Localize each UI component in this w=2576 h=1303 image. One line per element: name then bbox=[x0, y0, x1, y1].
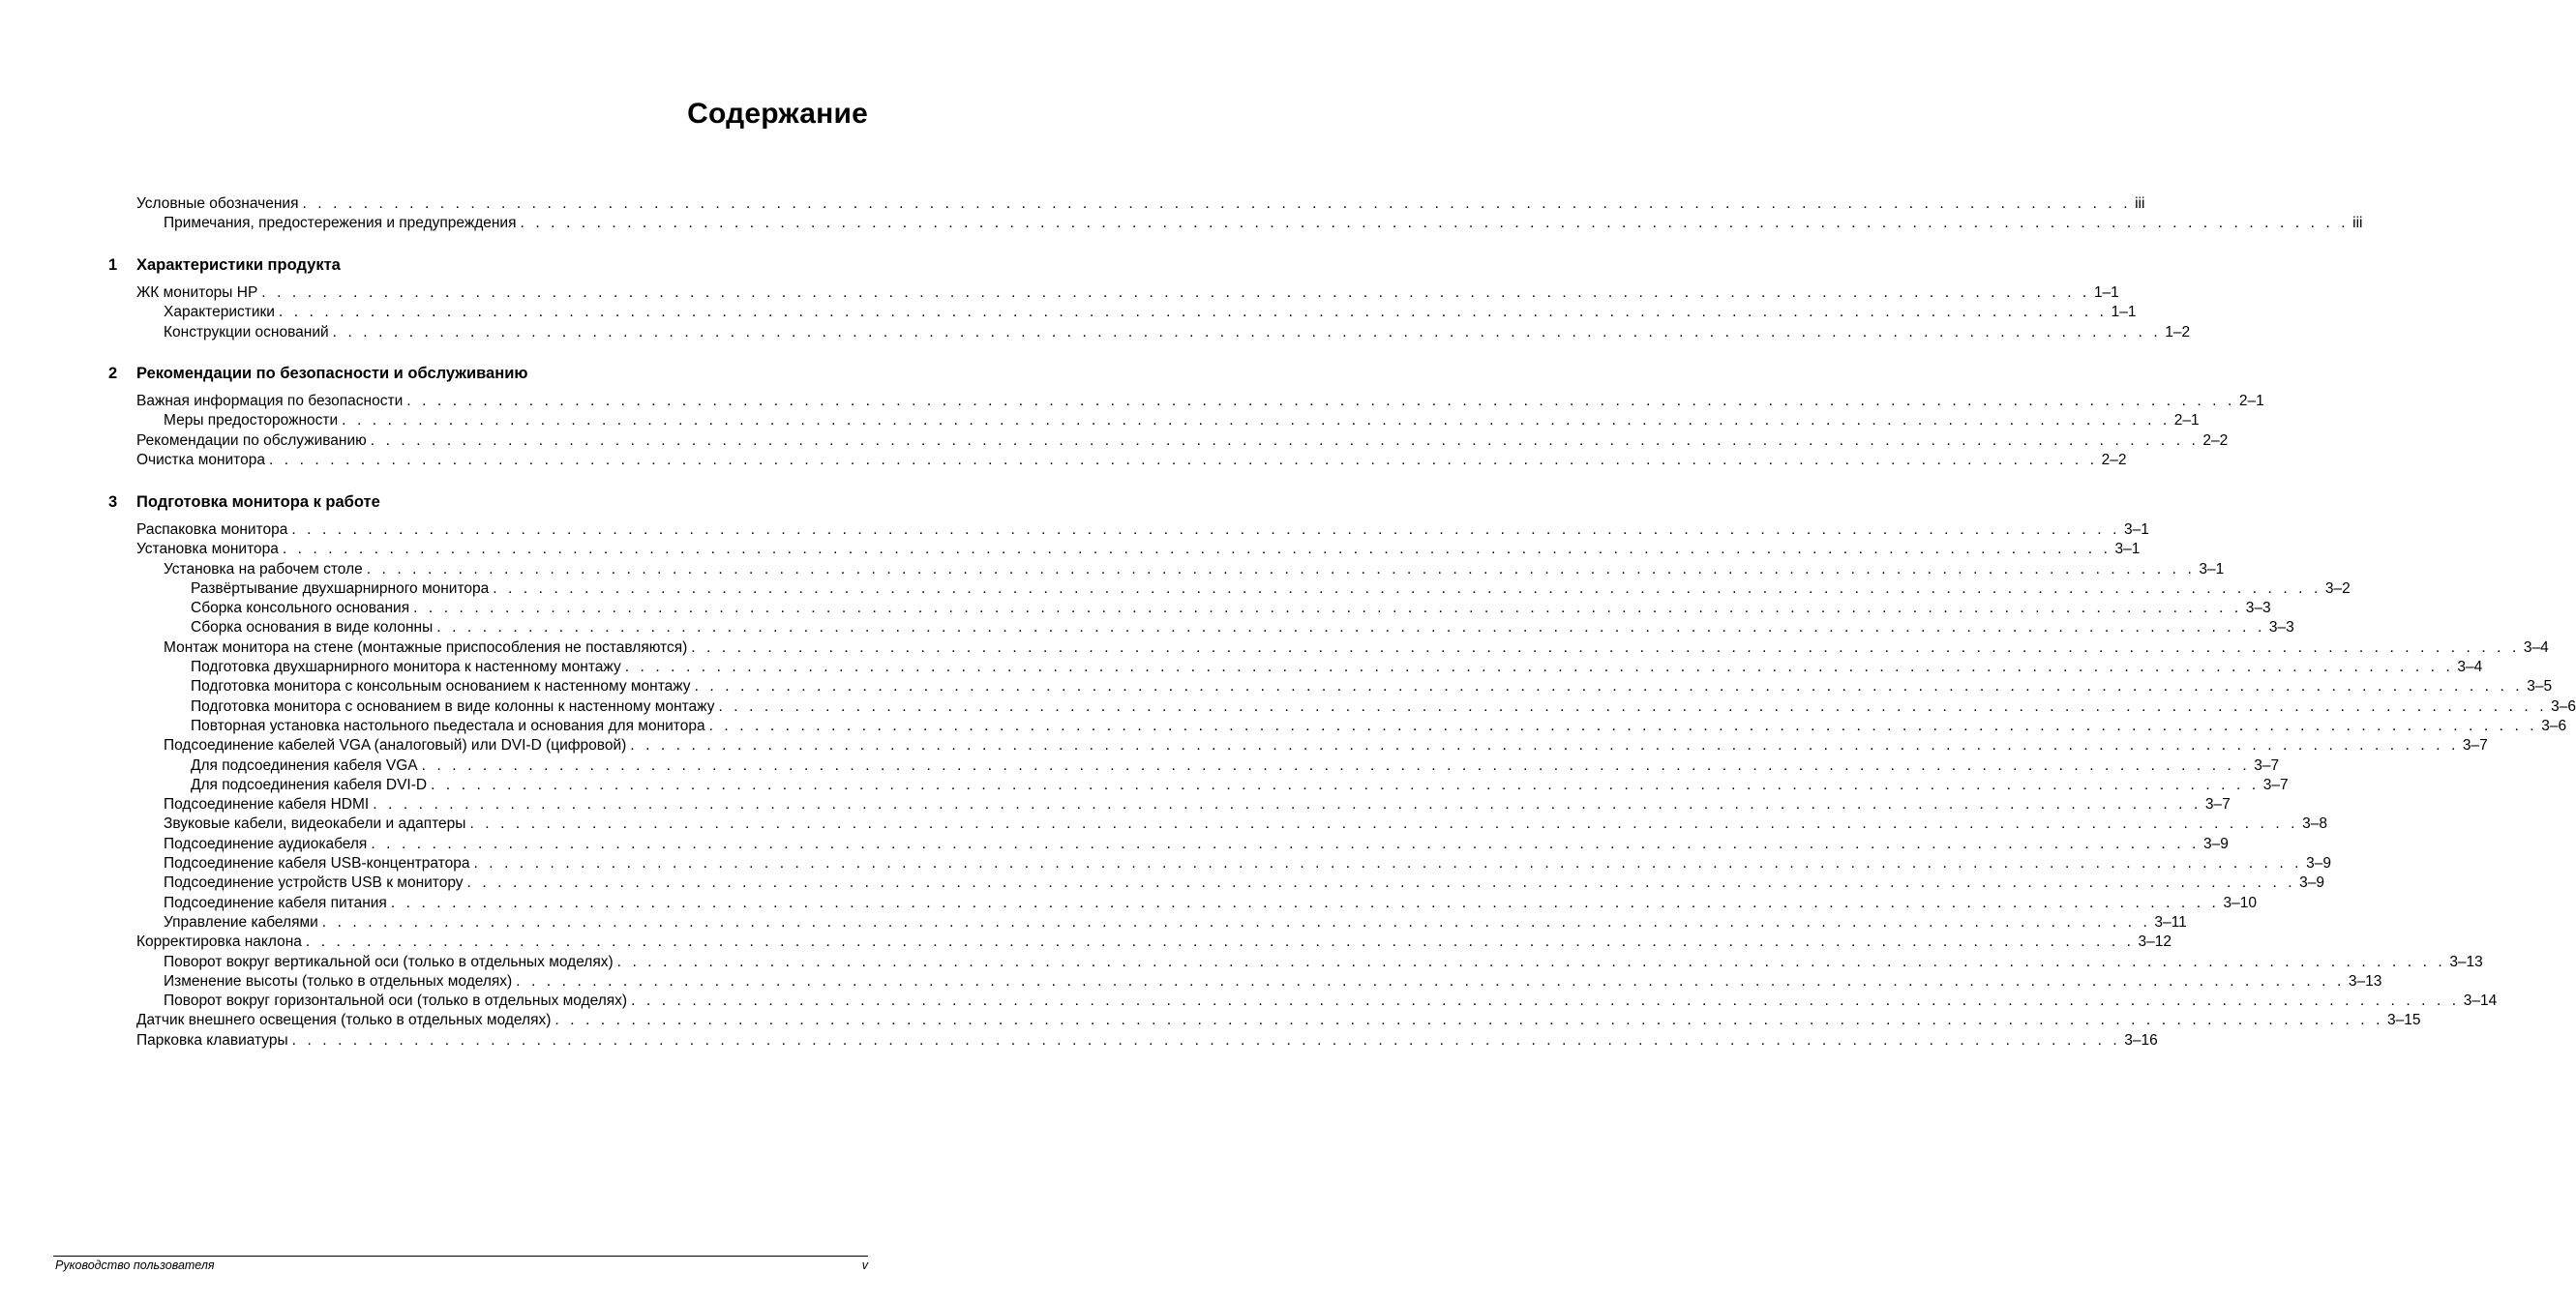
toc-entry[interactable] bbox=[164, 214, 2363, 233]
toc-entry-page: 3–13 bbox=[2449, 954, 2483, 970]
toc-dot-leader: . . . . . . . . . . . . . . . . . . . . . . . . . . . . . . . . . . . . . . . . . . . . . . . . . . . . . . . . . . . . . . . . . . . . . . . . . . . . . . . . . . . . . . . . . . . . . . . . . . . . . . . . . . . . . . . . . . . . . . . . bbox=[718, 698, 2548, 715]
toc-dot-leader: . . . . . . . . . . . . . . . . . . . . . . . . . . . . . . . . . . . . . . . . . . . . . . . . . . . . . . . . . . . . . . . . . . . . . . . . . . . . . . . . . . . . . . . . . . . . . . . . . . . . . . . . . . . . . . . . . . . . . . . . bbox=[373, 796, 2202, 813]
chapter-heading[interactable] bbox=[108, 363, 527, 384]
toc-entry[interactable] bbox=[164, 913, 2187, 933]
page-title: Содержание bbox=[687, 98, 868, 130]
toc-entry-page: 3–11 bbox=[2154, 914, 2187, 931]
chapter-number: 3 bbox=[108, 493, 118, 511]
footer-document-title: Руководство пользователя bbox=[55, 1259, 215, 1272]
toc-entry[interactable] bbox=[164, 638, 2549, 658]
toc-dot-leader: . . . . . . . . . . . . . . . . . . . . . . . . . . . . . . . . . . . . . . . . . . . . . . . . . . . . . . . . . . . . . . . . . . . . . . . . . . . . . . . . . . . . . . . . . . . . . . . . . . . . . . . . . . . . . . . . . . . . . . . . bbox=[493, 580, 2321, 597]
toc-dot-leader: . . . . . . . . . . . . . . . . . . . . . . . . . . . . . . . . . . . . . . . . . . . . . . . . . . . . . . . . . . . . . . . . . . . . . . . . . . . . . . . . . . . . . . . . . . . . . . . . . . . . . . . . . . . . . . . . . . . . . . . . bbox=[282, 541, 2112, 557]
chapter-title: Характеристики продукта bbox=[136, 256, 341, 274]
toc-dot-leader: . . . . . . . . . . . . . . . . . . . . . . . . . . . . . . . . . . . . . . . . . . . . . . . . . . . . . . . . . . . . . . . . . . . . . . . . . . . . . . . . . . . . . . . . . . . . . . . . . . . . . . . . . . . . . . . . . . . . . . . . bbox=[332, 324, 2162, 341]
toc-entry[interactable] bbox=[164, 411, 2200, 430]
chapter-heading[interactable] bbox=[108, 254, 341, 276]
toc-entry-page: 2–1 bbox=[2173, 412, 2200, 429]
toc-entry-page: 3–5 bbox=[2527, 678, 2553, 695]
toc-entry-label: Изменение высоты (только в отдельных моделях) bbox=[164, 973, 513, 990]
toc-entry-label: Датчик внешнего освещения (только в отдельных моделях) bbox=[136, 1012, 552, 1028]
toc-dot-leader: . . . . . . . . . . . . . . . . . . . . . . . . . . . . . . . . . . . . . . . . . . . . . . . . . . . . . . . . . . . . . . . . . . . . . . . . . . . . . . . . . . . . . . . . . . . . . . . . . . . . . . . . . . . . . . . . . . . . . . . . bbox=[370, 432, 2200, 449]
toc-entry-label: Установка на рабочем столе bbox=[164, 561, 363, 577]
toc-entry-page: 3–16 bbox=[2124, 1032, 2158, 1049]
toc-entry[interactable] bbox=[164, 894, 2257, 913]
toc-dot-leader: . . . . . . . . . . . . . . . . . . . . . . . . . . . . . . . . . . . . . . . . . . . . . . . . . . . . . . . . . . . . . . . . . . . . . . . . . . . . . . . . . . . . . . . . . . . . . . . . . . . . . . . . . . . . . . . . . . . . . . . . bbox=[421, 757, 2251, 774]
toc-entry[interactable] bbox=[191, 579, 2351, 599]
chapter-title: Рекомендации по безопасности и обслуживанию bbox=[136, 365, 528, 382]
toc-dot-leader: . . . . . . . . . . . . . . . . . . . . . . . . . . . . . . . . . . . . . . . . . . . . . . . . . . . . . . . . . . . . . . . . . . . . . . . . . . . . . . . . . . . . . . . . . . . . . . . . . . . . . . . . . . . . . . . . . . . . . . . . bbox=[406, 393, 2235, 409]
toc-dot-leader: . . . . . . . . . . . . . . . . . . . . . . . . . . . . . . . . . . . . . . . . . . . . . . . . . . . . . . . . . . . . . . . . . . . . . . . . . . . . . . . . . . . . . . . . . . . . . . . . . . . . . . . . . . . . . . . . . . . . . . . . bbox=[321, 914, 2151, 931]
toc-entry-page: 3–8 bbox=[2302, 815, 2327, 832]
toc-entry-label: Важная информация по безопасности bbox=[136, 393, 404, 409]
toc-entry-page: 3–13 bbox=[2348, 973, 2382, 990]
toc-entry[interactable] bbox=[191, 717, 2567, 736]
toc-entry-page: 3–9 bbox=[2306, 855, 2331, 872]
toc-entry-page: 3–7 bbox=[2462, 737, 2488, 754]
toc-entry-label: Характеристики bbox=[164, 304, 275, 320]
toc-entry-label: Примечания, предостережения и предупреждения bbox=[164, 215, 517, 231]
toc-entry-page: 1–2 bbox=[2165, 324, 2191, 341]
toc-entry[interactable] bbox=[191, 618, 2294, 637]
toc-dot-leader: . . . . . . . . . . . . . . . . . . . . . . . . . . . . . . . . . . . . . . . . . . . . . . . . . . . . . . . . . . . . . . . . . . . . . . . . . . . . . . . . . . . . . . . . . . . . . . . . . . . . . . . . . . . . . . . . . . . . . . . . bbox=[631, 992, 2460, 1009]
toc-entry[interactable] bbox=[191, 599, 2271, 618]
toc-entry-page: 3–3 bbox=[2245, 600, 2271, 616]
toc-entry-page: 1–1 bbox=[2111, 304, 2137, 320]
chapter-heading[interactable] bbox=[108, 491, 380, 513]
toc-dot-leader: . . . . . . . . . . . . . . . . . . . . . . . . . . . . . . . . . . . . . . . . . . . . . . . . . . . . . . . . . . . . . . . . . . . . . . . . . . . . . . . . . . . . . . . . . . . . . . . . . . . . . . . . . . . . . . . . . . . . . . . . bbox=[366, 561, 2196, 577]
toc-entry-label: Очистка монитора bbox=[136, 452, 265, 468]
toc-dot-leader: . . . . . . . . . . . . . . . . . . . . . . . . . . . . . . . . . . . . . . . . . . . . . . . . . . . . . . . . . . . . . . . . . . . . . . . . . . . . . . . . . . . . . . . . . . . . . . . . . . . . . . . . . . . . . . . . . . . . . . . . bbox=[616, 954, 2446, 970]
toc-entry-label: Парковка клавиатуры bbox=[136, 1032, 288, 1049]
toc-entry-page: iii bbox=[2352, 215, 2363, 231]
toc-entry[interactable] bbox=[164, 835, 2229, 854]
toc-entry-label: Конструкции оснований bbox=[164, 324, 329, 341]
toc-entry-label: Сборка основания в виде колонны bbox=[191, 619, 434, 636]
toc-entry-page: 3–6 bbox=[2541, 718, 2567, 734]
toc-entry-page: iii bbox=[2135, 195, 2145, 212]
toc-entry[interactable] bbox=[164, 874, 2325, 893]
toc-entry[interactable] bbox=[136, 1031, 2158, 1051]
toc-entry-label: Меры предосторожности bbox=[164, 412, 339, 429]
toc-dot-leader: . . . . . . . . . . . . . . . . . . . . . . . . . . . . . . . . . . . . . . . . . . . . . . . . . . . . . . . . . . . . . . . . . . . . . . . . . . . . . . . . . . . . . . . . . . . . . . . . . . . . . . . . . . . . . . . . . . . . . . . . bbox=[305, 933, 2135, 950]
toc-entry-label: Подготовка монитора с основанием в виде колонны к настенному монтажу bbox=[191, 698, 715, 715]
toc-dot-leader: . . . . . . . . . . . . . . . . . . . . . . . . . . . . . . . . . . . . . . . . . . . . . . . . . . . . . . . . . . . . . . . . . . . . . . . . . . . . . . . . . . . . . . . . . . . . . . . . . . . . . . . . . . . . . . . . . . . . . . . . bbox=[342, 412, 2171, 429]
toc-dot-leader: . . . . . . . . . . . . . . . . . . . . . . . . . . . . . . . . . . . . . . . . . . . . . . . . . . . . . . . . . . . . . . . . . . . . . . . . . . . . . . . . . . . . . . . . . . . . . . . . . . . . . . . . . . . . . . . . . . . . . . . . bbox=[466, 874, 2296, 891]
toc-entry-label: Для подсоединения кабеля VGA bbox=[191, 757, 418, 774]
toc-dot-leader: . . . . . . . . . . . . . . . . . . . . . . . . . . . . . . . . . . . . . . . . . . . . . . . . . . . . . . . . . . . . . . . . . . . . . . . . . . . . . . . . . . . . . . . . . . . . . . . . . . . . . . . . . . . . . . . . . . . . . . . . bbox=[390, 895, 2220, 911]
toc-entry-label: ЖК мониторы HP bbox=[136, 284, 258, 301]
toc-dot-leader: . . . . . . . . . . . . . . . . . . . . . . . . . . . . . . . . . . . . . . . . . . . . . . . . . . . . . . . . . . . . . . . . . . . . . . . . . . . . . . . . . . . . . . . . . . . . . . . . . . . . . . . . . . . . . . . . . . . . . . . . bbox=[278, 304, 2108, 320]
toc-dot-leader: . . . . . . . . . . . . . . . . . . . . . . . . . . . . . . . . . . . . . . . . . . . . . . . . . . . . . . . . . . . . . . . . . . . . . . . . . . . . . . . . . . . . . . . . . . . . . . . . . . . . . . . . . . . . . . . . . . . . . . . . bbox=[261, 284, 2090, 301]
toc-entry[interactable] bbox=[164, 953, 2483, 972]
toc-entry[interactable] bbox=[164, 303, 2137, 322]
toc-entry-page: 3–3 bbox=[2268, 619, 2294, 636]
toc-entry[interactable] bbox=[191, 756, 2280, 776]
toc-entry-page: 2–1 bbox=[2238, 393, 2264, 409]
toc-entry-page: 2–2 bbox=[2202, 432, 2229, 449]
toc-entry-page: 3–1 bbox=[2124, 521, 2149, 538]
toc-entry-page: 3–14 bbox=[2463, 992, 2498, 1009]
chapter-number: 1 bbox=[108, 256, 118, 274]
toc-entry-label: Сборка консольного основания bbox=[191, 600, 410, 616]
toc-entry-label: Развёртывание двухшарнирного монитора bbox=[191, 580, 490, 597]
toc-dot-leader: . . . . . . . . . . . . . . . . . . . . . . . . . . . . . . . . . . . . . . . . . . . . . . . . . . . . . . . . . . . . . . . . . . . . . . . . . . . . . . . . . . . . . . . . . . . . . . . . . . . . . . . . . . . . . . . . . . . . . . . . bbox=[694, 678, 2524, 695]
toc-dot-leader: . . . . . . . . . . . . . . . . . . . . . . . . . . . . . . . . . . . . . . . . . . . . . . . . . . . . . . . . . . . . . . . . . . . . . . . . . . . . . . . . . . . . . . . . . . . . . . . . . . . . . . . . . . . . . . . . . . . . . . . . bbox=[708, 718, 2538, 734]
toc-entry[interactable] bbox=[164, 795, 2231, 814]
toc-entry-label: Для подсоединения кабеля DVI-D bbox=[191, 777, 428, 793]
toc-entry-page: 3–1 bbox=[2199, 561, 2225, 577]
toc-entry-page: 3–4 bbox=[2523, 639, 2549, 656]
chapter-number: 2 bbox=[108, 365, 118, 382]
toc-entry-page: 3–7 bbox=[2254, 757, 2280, 774]
toc-entry-label: Поворот вокруг вертикальной оси (только в отдельных моделях) bbox=[164, 954, 614, 970]
toc-entry-label: Установка монитора bbox=[136, 541, 279, 557]
toc-entry-page: 1–1 bbox=[2093, 284, 2119, 301]
toc-entry[interactable] bbox=[191, 658, 2483, 677]
toc-entry-page: 3–15 bbox=[2387, 1012, 2421, 1028]
toc-entry-page: 3–9 bbox=[2202, 836, 2229, 852]
toc-entry-page: 3–9 bbox=[2299, 874, 2325, 891]
toc-dot-leader: . . . . . . . . . . . . . . . . . . . . . . . . . . . . . . . . . . . . . . . . . . . . . . . . . . . . . . . . . . . . . . . . . . . . . . . . . . . . . . . . . . . . . . . . . . . . . . . . . . . . . . . . . . . . . . . . . . . . . . . . bbox=[431, 777, 2260, 793]
toc-dot-leader: . . . . . . . . . . . . . . . . . . . . . . . . . . . . . . . . . . . . . . . . . . . . . . . . . . . . . . . . . . . . . . . . . . . . . . . . . . . . . . . . . . . . . . . . . . . . . . . . . . . . . . . . . . . . . . . . . . . . . . . . bbox=[291, 1032, 2121, 1049]
toc-dot-leader: . . . . . . . . . . . . . . . . . . . . . . . . . . . . . . . . . . . . . . . . . . . . . . . . . . . . . . . . . . . . . . . . . . . . . . . . . . . . . . . . . . . . . . . . . . . . . . . . . . . . . . . . . . . . . . . . . . . . . . . . bbox=[469, 815, 2299, 832]
toc-dot-leader: . . . . . . . . . . . . . . . . . . . . . . . . . . . . . . . . . . . . . . . . . . . . . . . . . . . . . . . . . . . . . . . . . . . . . . . . . . . . . . . . . . . . . . . . . . . . . . . . . . . . . . . . . . . . . . . . . . . . . . . . bbox=[268, 452, 2098, 468]
toc-entry[interactable] bbox=[136, 392, 2264, 411]
toc-dot-leader: . . . . . . . . . . . . . . . . . . . . . . . . . . . . . . . . . . . . . . . . . . . . . . . . . . . . . . . . . . . . . . . . . . . . . . . . . . . . . . . . . . . . . . . . . . . . . . . . . . . . . . . . . . . . . . . . . . . . . . . . bbox=[436, 619, 2265, 636]
toc-dot-leader: . . . . . . . . . . . . . . . . . . . . . . . . . . . . . . . . . . . . . . . . . . . . . . . . . . . . . . . . . . . . . . . . . . . . . . . . . . . . . . . . . . . . . . . . . . . . . . . . . . . . . . . . . . . . . . . . . . . . . . . . bbox=[516, 973, 2345, 990]
toc-entry-label: Управление кабелями bbox=[164, 914, 318, 931]
toc-entry-page: 3–10 bbox=[2223, 895, 2257, 911]
toc-entry-label: Подсоединение кабеля USB-концентратора bbox=[164, 855, 470, 872]
toc-dot-leader: . . . . . . . . . . . . . . . . . . . . . . . . . . . . . . . . . . . . . . . . . . . . . . . . . . . . . . . . . . . . . . . . . . . . . . . . . . . . . . . . . . . . . . . . . . . . . . . . . . . . . . . . . . . . . . . . . . . . . . . . bbox=[624, 659, 2454, 675]
toc-entry-label: Поворот вокруг горизонтальной оси (только в отдельных моделях) bbox=[164, 992, 628, 1009]
toc-dot-leader: . . . . . . . . . . . . . . . . . . . . . . . . . . . . . . . . . . . . . . . . . . . . . . . . . . . . . . . . . . . . . . . . . . . . . . . . . . . . . . . . . . . . . . . . . . . . . . . . . . . . . . . . . . . . . . . . . . . . . . . . bbox=[554, 1012, 2384, 1028]
toc-entry[interactable] bbox=[164, 992, 2498, 1011]
toc-dot-leader: . . . . . . . . . . . . . . . . . . . . . . . . . . . . . . . . . . . . . . . . . . . . . . . . . . . . . . . . . . . . . . . . . . . . . . . . . . . . . . . . . . . . . . . . . . . . . . . . . . . . . . . . . . . . . . . . . . . . . . . . bbox=[520, 215, 2350, 231]
toc-entry[interactable] bbox=[164, 814, 2327, 834]
toc-dot-leader: . . . . . . . . . . . . . . . . . . . . . . . . . . . . . . . . . . . . . . . . . . . . . . . . . . . . . . . . . . . . . . . . . . . . . . . . . . . . . . . . . . . . . . . . . . . . . . . . . . . . . . . . . . . . . . . . . . . . . . . . bbox=[473, 855, 2303, 872]
toc-entry-page: 2–2 bbox=[2101, 452, 2127, 468]
toc-entry-label: Подсоединение устройств USB к монитору bbox=[164, 874, 464, 891]
toc-entry-label: Монтаж монитора на стене (монтажные приспособления не поставляются) bbox=[164, 639, 688, 656]
toc-entry-label: Подсоединение кабелей VGA (аналоговый) или DVI-D (цифровой) bbox=[164, 737, 627, 754]
toc-dot-leader: . . . . . . . . . . . . . . . . . . . . . . . . . . . . . . . . . . . . . . . . . . . . . . . . . . . . . . . . . . . . . . . . . . . . . . . . . . . . . . . . . . . . . . . . . . . . . . . . . . . . . . . . . . . . . . . . . . . . . . . . bbox=[691, 639, 2520, 656]
toc-entry-page: 3–2 bbox=[2324, 580, 2351, 597]
toc-entry-page: 3–12 bbox=[2138, 933, 2172, 950]
toc-entry-label: Подготовка двухшарнирного монитора к настенному монтажу bbox=[191, 659, 621, 675]
toc-entry[interactable] bbox=[191, 677, 2553, 696]
toc-entry-label: Подсоединение аудиокабеля bbox=[164, 836, 368, 852]
toc-dot-leader: . . . . . . . . . . . . . . . . . . . . . . . . . . . . . . . . . . . . . . . . . . . . . . . . . . . . . . . . . . . . . . . . . . . . . . . . . . . . . . . . . . . . . . . . . . . . . . . . . . . . . . . . . . . . . . . . . . . . . . . . bbox=[413, 600, 2242, 616]
toc-entry[interactable] bbox=[136, 540, 2141, 559]
toc-entry[interactable] bbox=[136, 431, 2229, 451]
toc-entry[interactable] bbox=[136, 283, 2119, 303]
toc-entry[interactable] bbox=[136, 520, 2149, 540]
toc-entry-label: Подготовка монитора с консольным основанием к настенному монтажу bbox=[191, 678, 691, 695]
toc-entry-label: Распаковка монитора bbox=[136, 521, 288, 538]
toc-entry-label: Повторная установка настольного пьедестала и основания для монитора bbox=[191, 718, 705, 734]
toc-entry-label: Подсоединение кабеля питания bbox=[164, 895, 387, 911]
toc-entry[interactable] bbox=[136, 194, 2145, 214]
toc-entry[interactable] bbox=[164, 560, 2225, 579]
toc-dot-leader: . . . . . . . . . . . . . . . . . . . . . . . . . . . . . . . . . . . . . . . . . . . . . . . . . . . . . . . . . . . . . . . . . . . . . . . . . . . . . . . . . . . . . . . . . . . . . . . . . . . . . . . . . . . . . . . . . . . . . . . . bbox=[630, 737, 2459, 754]
toc-entry[interactable] bbox=[136, 933, 2172, 952]
toc-entry[interactable] bbox=[164, 854, 2331, 874]
toc-dot-leader: . . . . . . . . . . . . . . . . . . . . . . . . . . . . . . . . . . . . . . . . . . . . . . . . . . . . . . . . . . . . . . . . . . . . . . . . . . . . . . . . . . . . . . . . . . . . . . . . . . . . . . . . . . . . . . . . . . . . . . . . bbox=[302, 195, 2132, 212]
footer-divider bbox=[53, 1256, 868, 1257]
toc-entry[interactable] bbox=[136, 451, 2127, 470]
toc-dot-leader: . . . . . . . . . . . . . . . . . . . . . . . . . . . . . . . . . . . . . . . . . . . . . . . . . . . . . . . . . . . . . . . . . . . . . . . . . . . . . . . . . . . . . . . . . . . . . . . . . . . . . . . . . . . . . . . . . . . . . . . . bbox=[371, 836, 2200, 852]
toc-entry[interactable] bbox=[136, 1011, 2421, 1030]
toc-entry-page: 3–6 bbox=[2551, 698, 2576, 715]
toc-entry-page: 3–7 bbox=[2262, 777, 2289, 793]
toc-entry-page: 3–1 bbox=[2114, 541, 2141, 557]
toc-entry-label: Подсоединение кабеля HDMI bbox=[164, 796, 370, 813]
toc-entry[interactable] bbox=[191, 776, 2289, 795]
toc-entry-label: Условные обозначения bbox=[136, 195, 299, 212]
toc-entry[interactable] bbox=[164, 972, 2382, 992]
toc-dot-leader: . . . . . . . . . . . . . . . . . . . . . . . . . . . . . . . . . . . . . . . . . . . . . . . . . . . . . . . . . . . . . . . . . . . . . . . . . . . . . . . . . . . . . . . . . . . . . . . . . . . . . . . . . . . . . . . . . . . . . . . . bbox=[291, 521, 2120, 538]
toc-entry-page: 3–7 bbox=[2204, 796, 2231, 813]
toc-entry[interactable] bbox=[164, 736, 2488, 755]
toc-entry-label: Рекомендации по обслуживанию bbox=[136, 432, 367, 449]
footer-page-number: v bbox=[861, 1259, 868, 1272]
toc-entry[interactable] bbox=[164, 323, 2191, 342]
toc-entry-label: Корректировка наклона bbox=[136, 933, 302, 950]
toc-entry-page: 3–4 bbox=[2457, 659, 2483, 675]
toc-entry[interactable] bbox=[191, 697, 2576, 717]
chapter-title: Подготовка монитора к работе bbox=[136, 493, 380, 511]
toc-entry-label: Звуковые кабели, видеокабели и адаптеры bbox=[164, 815, 466, 832]
